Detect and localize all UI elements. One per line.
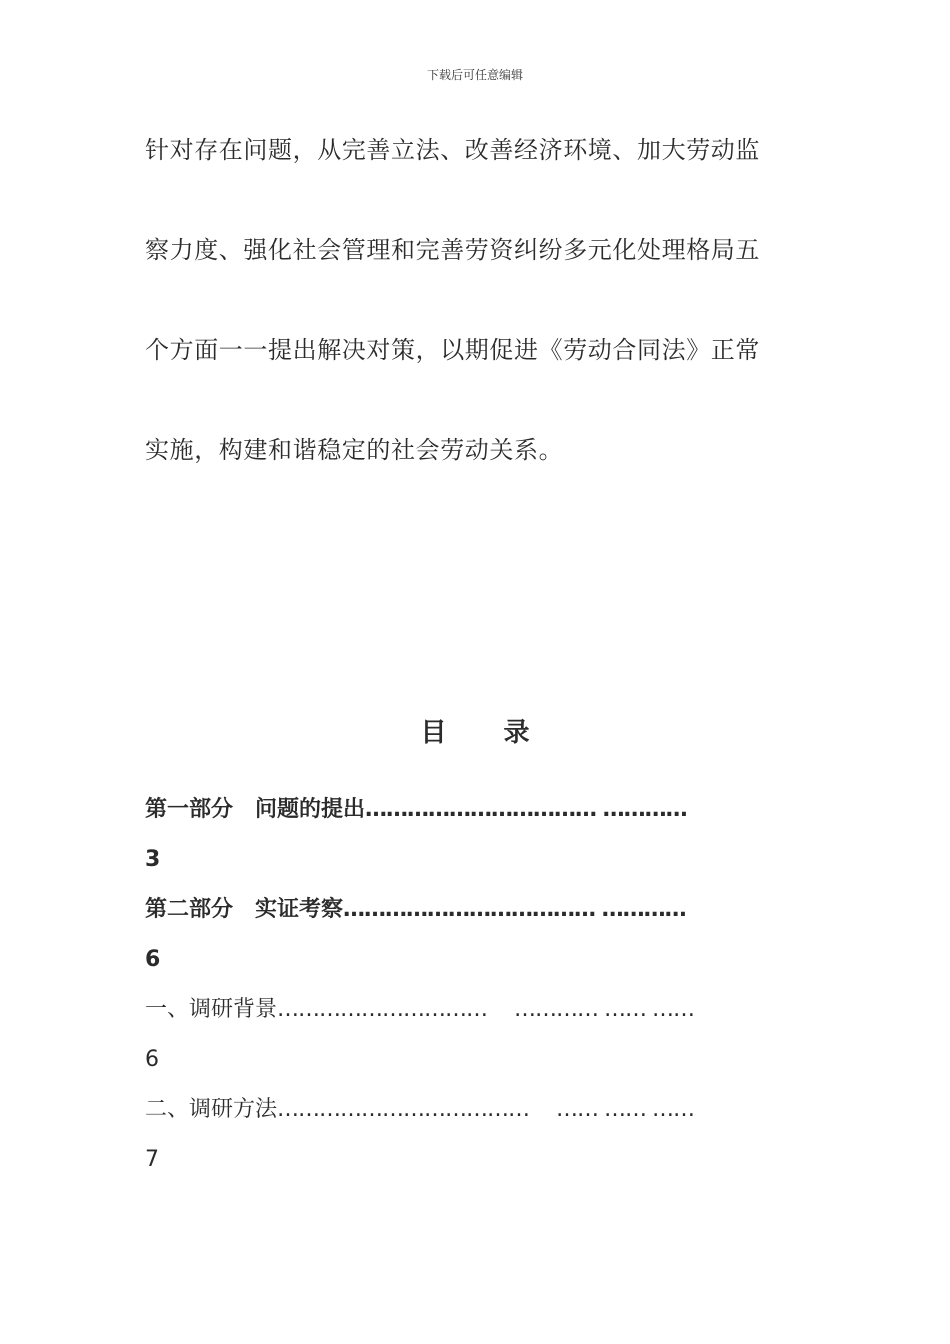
toc-entry-text: 第一部分 问题的提出 — [145, 797, 366, 822]
toc-leader-dots: ……………………………… …… …… …… — [277, 1097, 694, 1122]
body-line: 针对存在问题，从完善立法、改善经济环境、加大劳动监 — [145, 136, 760, 164]
toc-leader-dots: ………………………… ………… …… …… — [277, 997, 694, 1022]
table-of-contents — [145, 790, 805, 1190]
toc-entry-line — [145, 990, 805, 1040]
toc-page-number: 7 — [145, 1147, 159, 1172]
toc-entry-text: 二、调研方法 — [145, 1097, 278, 1122]
body-line: 察力度、强化社会管理和完善劳资纠纷多元化处理格局五 — [145, 236, 760, 264]
toc-entry-part-one[interactable] — [145, 790, 805, 890]
toc-entry-line — [145, 790, 805, 840]
toc-entry-line — [145, 1090, 805, 1140]
toc-page-number: 6 — [145, 1047, 159, 1072]
body-line: 实施，构建和谐稳定的社会劳动关系。 — [145, 436, 564, 464]
toc-entry-line — [145, 890, 805, 940]
toc-page-number: 3 — [145, 847, 161, 872]
page-header: 下载后可任意编辑 — [426, 68, 523, 82]
toc-page-number: 6 — [145, 947, 161, 972]
toc-entry-research-background[interactable] — [145, 990, 805, 1090]
toc-title: 目 录 — [420, 718, 554, 748]
body-line: 个方面一一提出解决对策，以期促进《劳动合同法》正常 — [145, 336, 760, 364]
toc-leader-dots: ……………………………… ………… — [343, 897, 686, 922]
toc-entry-part-two[interactable] — [145, 890, 805, 990]
toc-leader-dots: …………………………… ………… — [365, 797, 687, 822]
toc-entry-text: 第二部分 实证考察 — [145, 897, 344, 922]
toc-entry-text: 一、调研背景 — [145, 997, 278, 1022]
toc-entry-research-method[interactable] — [145, 1090, 805, 1190]
body-paragraph — [145, 128, 805, 528]
